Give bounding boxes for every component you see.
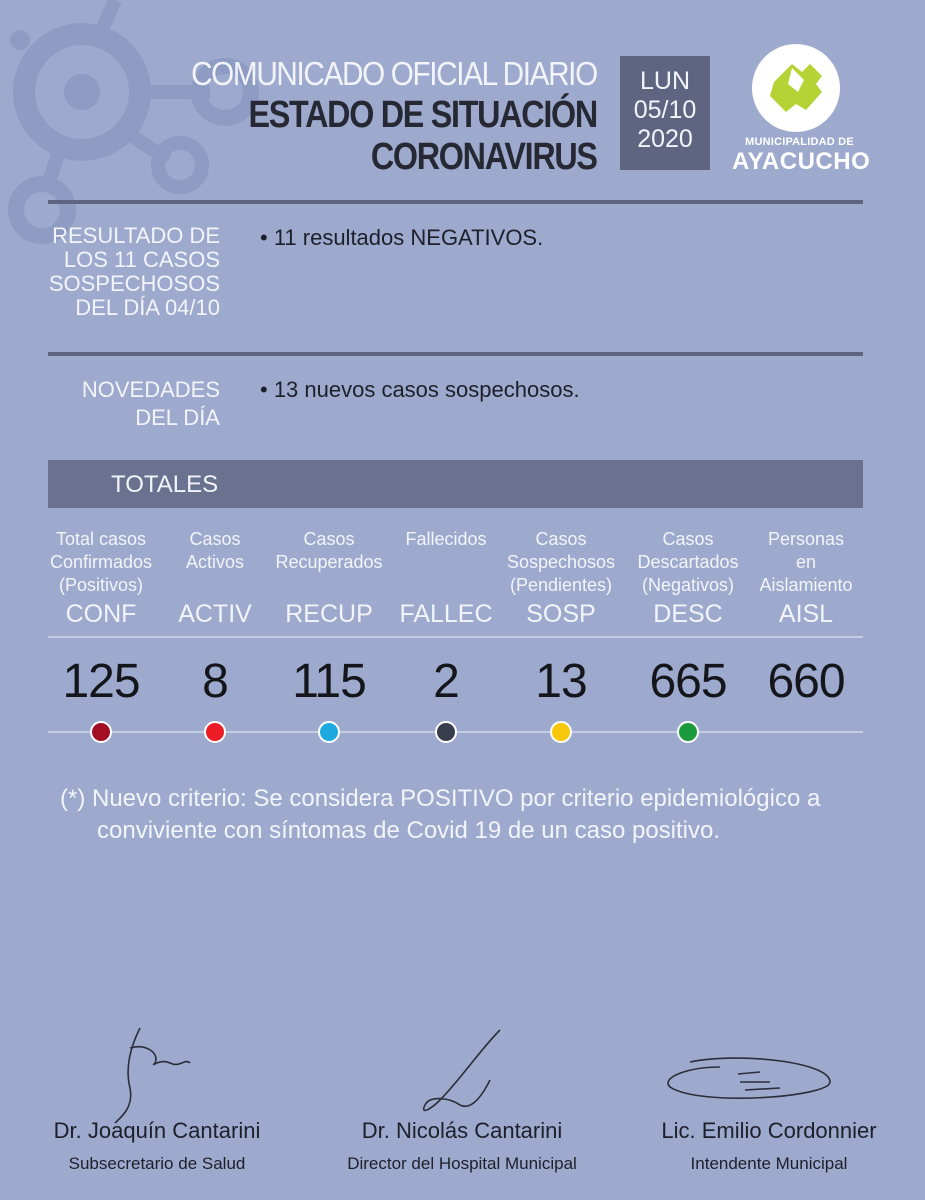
resultado-label-line: DEL DÍA 04/10 xyxy=(75,295,220,320)
signature-mark-3 xyxy=(660,1052,840,1112)
date-day: LUN xyxy=(639,67,690,95)
stat-label-line: Confirmados xyxy=(49,552,153,572)
stat-color-dot xyxy=(550,721,572,743)
stat-label-line: Casos xyxy=(662,529,714,549)
stat-color-dot xyxy=(90,721,112,743)
stat-label xyxy=(496,528,626,598)
stats-divider xyxy=(48,636,863,638)
stat-color-dot xyxy=(318,721,340,743)
logo-map-icon xyxy=(752,44,840,132)
stat-label xyxy=(150,528,280,598)
signature-name: Dr. Joaquín Cantarini xyxy=(53,1118,261,1143)
stat-column-sosp xyxy=(496,528,626,708)
stat-value: 13 xyxy=(535,655,587,708)
stat-column-recup xyxy=(264,528,394,708)
stat-value: 8 xyxy=(202,655,228,708)
header-title: ESTADO DE SITUACIÓN xyxy=(248,94,597,136)
novedades-label-line: DEL DÍA xyxy=(135,405,220,430)
header-title-2: CORONAVIRUS xyxy=(371,136,597,178)
stat-value: 115 xyxy=(292,655,366,708)
logo-text-small: MUNICIPALIDAD DE xyxy=(745,136,854,148)
date-year: 2020 xyxy=(637,125,693,153)
logo-text-big: AYACUCHO xyxy=(732,148,871,175)
stat-abbr: RECUP xyxy=(285,600,373,628)
signature-name: Lic. Emilio Cordonnier xyxy=(661,1118,877,1143)
date-date: 05/10 xyxy=(633,96,697,124)
stat-label-line: Sospechosos xyxy=(506,552,616,572)
stat-abbr: CONF xyxy=(65,600,137,628)
stat-label-line: Total casos xyxy=(55,529,147,549)
stat-column-fallec xyxy=(381,528,511,708)
stat-label xyxy=(741,528,871,598)
date-box xyxy=(620,56,710,170)
virus-graphic xyxy=(0,0,270,260)
signature-role: Intendente Municipal xyxy=(690,1154,848,1173)
stat-color-dot xyxy=(204,721,226,743)
stat-abbr: ACTIV xyxy=(178,600,252,628)
signature-mark-2 xyxy=(400,1020,520,1130)
stat-label-line: Casos xyxy=(303,529,355,549)
stat-value: 665 xyxy=(649,655,727,708)
resultado-text: • 11 resultados NEGATIVOS. xyxy=(260,225,544,250)
stat-abbr: FALLEC xyxy=(399,600,493,628)
signature-name: Dr. Nicolás Cantarini xyxy=(361,1118,563,1143)
stat-color-dot xyxy=(435,721,457,743)
note-line-1: (*) Nuevo criterio: Se considera POSITIVO por criterio epidemiológico a xyxy=(60,785,821,812)
stat-label-line: Descartados xyxy=(637,552,739,572)
resultado-label-line: RESULTADO DE xyxy=(52,223,220,248)
stat-label-line: en xyxy=(795,552,817,572)
stat-column-desc xyxy=(623,528,753,708)
stat-value: 660 xyxy=(767,655,845,708)
stat-abbr: AISL xyxy=(778,600,834,628)
divider xyxy=(48,352,863,356)
header-subtitle: COMUNICADO OFICIAL DIARIO xyxy=(191,55,597,92)
stat-label-line: (Pendientes) xyxy=(509,575,613,595)
stat-label xyxy=(623,528,753,598)
note-line-2: conviviente con síntomas de Covid 19 de un caso positivo. xyxy=(97,817,721,844)
stat-column-activ xyxy=(150,528,280,708)
signature-role: Subsecretario de Salud xyxy=(68,1154,246,1173)
stat-label xyxy=(381,528,511,598)
stat-color-dot xyxy=(677,721,699,743)
stat-label-line: Activos xyxy=(185,552,245,572)
signature-2 xyxy=(312,1118,612,1174)
stat-label-line: Casos xyxy=(189,529,241,549)
criteria-note xyxy=(60,783,820,847)
novedades-label xyxy=(82,376,220,432)
resultado-label xyxy=(49,224,220,320)
resultado-label-line: SOSPECHOSOS xyxy=(48,271,220,296)
stat-abbr: SOSP xyxy=(526,600,596,628)
stat-column-conf xyxy=(36,528,166,708)
stat-label xyxy=(264,528,394,598)
novedades-label-line: NOVEDADES xyxy=(81,377,220,402)
signature-3 xyxy=(619,1118,919,1174)
stat-value: 2 xyxy=(433,655,459,708)
totales-bar xyxy=(48,460,863,508)
stat-label-line: Aislamiento xyxy=(759,575,853,595)
stat-column-aisl xyxy=(741,528,871,708)
stat-label-line: Fallecidos xyxy=(405,529,487,549)
stat-value: 125 xyxy=(62,655,140,708)
totales-title: TOTALES xyxy=(111,471,219,498)
stat-label-line: Recuperados xyxy=(275,552,383,572)
stat-label xyxy=(36,528,166,598)
stat-label-line: (Positivos) xyxy=(58,575,143,595)
resultado-label-line: LOS 11 CASOS xyxy=(63,247,220,272)
stat-label-line: Casos xyxy=(535,529,587,549)
divider xyxy=(48,200,863,204)
signature-mark-1 xyxy=(100,1018,210,1128)
stat-label-line: Personas xyxy=(767,529,845,549)
stat-abbr: DESC xyxy=(653,600,723,628)
signature-1 xyxy=(7,1118,307,1174)
novedades-text: • 13 nuevos casos sospechosos. xyxy=(260,377,580,402)
signature-role: Director del Hospital Municipal xyxy=(347,1154,577,1173)
stat-label-line: (Negativos) xyxy=(641,575,735,595)
